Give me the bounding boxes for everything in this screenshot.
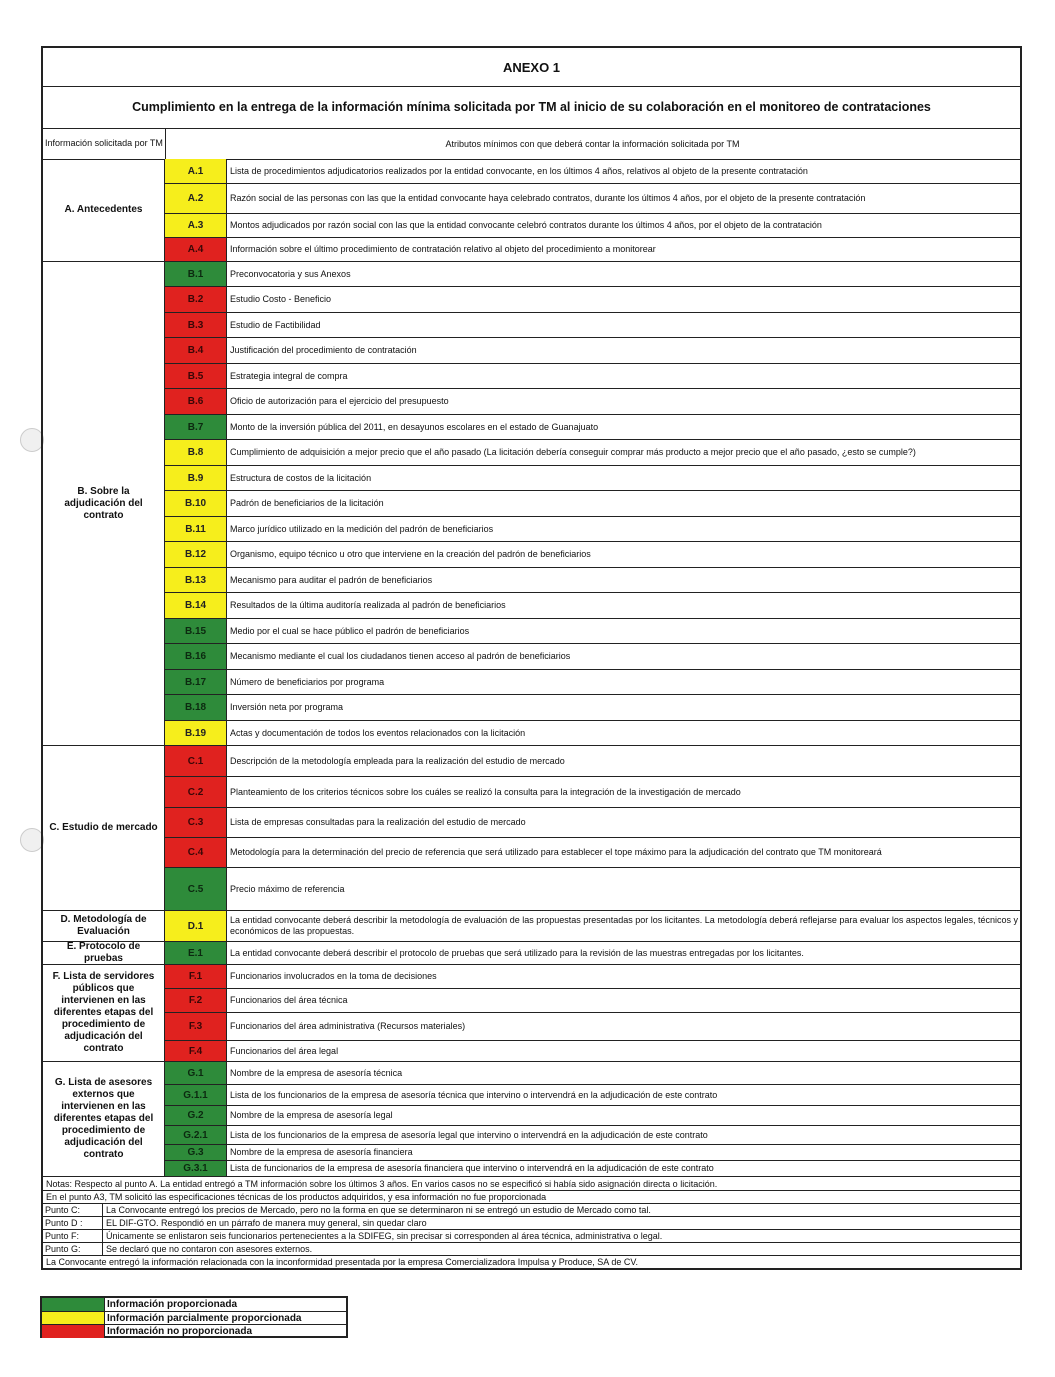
note-text: La Convocante entregó la información relacionada con la inconformidad presentada por la empresa Comercializadora Impulsa y Produce, SA de CV. <box>46 1256 639 1267</box>
attribute-description: Lista de funcionarios de la empresa de asesoría financiera que intervino o intervendrá en la adjudicación de este contrato <box>230 1163 714 1173</box>
attribute-description: Mecanismo mediante el cual los ciudadanos tienen acceso al padrón de beneficiarios <box>230 651 571 661</box>
table-row <box>165 942 1020 965</box>
status-code-cell: D.1 <box>165 911 227 941</box>
status-code-cell: G.3 <box>165 1145 227 1160</box>
table-row <box>165 808 1020 838</box>
table-row <box>165 1062 1020 1085</box>
attribute-description: Lista de los funcionarios de la empresa de asesoría legal que intervino o intervendrá en la adjudicación de este contrato <box>230 1129 708 1140</box>
status-code-cell: A.4 <box>165 238 227 261</box>
status-code-cell: B.16 <box>165 644 227 669</box>
status-code-cell: F.1 <box>165 965 227 988</box>
status-code-cell: B.8 <box>165 440 227 465</box>
status-code-cell: E.1 <box>165 942 227 964</box>
table-row <box>165 1041 1020 1062</box>
table-row <box>165 644 1020 670</box>
note-text: La Convocante entregó los precios de Mercado, pero no la forma en que se determinaron ni se entregó un estudio de Mercado como tal. <box>106 1204 651 1215</box>
note-line <box>43 1229 1020 1243</box>
attribute-description: Medio por el cual se hace público el padrón de beneficiarios <box>230 625 470 636</box>
table-row <box>165 593 1020 619</box>
status-code-cell: B.3 <box>165 313 227 337</box>
note-line <box>43 1242 1020 1256</box>
table-row <box>165 415 1020 440</box>
section-label: G. Lista de asesores externos que intervienen en las diferentes etapas del procedimiento de adjudicación del contrato <box>43 1062 165 1177</box>
status-code-cell: G.2 <box>165 1106 227 1125</box>
attribute-description: Razón social de las personas con las que la entidad convocante haya celebrado contratos, durante los últimos 4 años, por el objeto de la presente contratación <box>230 193 866 203</box>
table-row <box>165 389 1020 415</box>
table-row <box>165 338 1020 364</box>
attribute-description: Preconvocatoria y sus Anexos <box>230 268 351 279</box>
status-code-cell: A.2 <box>165 184 227 213</box>
status-code-cell: B.15 <box>165 619 227 643</box>
attribute-description: Precio máximo de referencia <box>230 883 345 894</box>
status-code-cell: B.19 <box>165 721 227 745</box>
legend <box>40 1296 348 1338</box>
table-row <box>165 238 1020 262</box>
status-code-cell: F.4 <box>165 1041 227 1061</box>
status-code-cell: B.5 <box>165 364 227 388</box>
note-label: Punto C: <box>43 1203 103 1216</box>
status-code-cell: A.1 <box>165 159 227 183</box>
status-code-cell: B.4 <box>165 338 227 363</box>
table-row <box>165 1013 1020 1041</box>
attribute-description: Marco jurídico utilizado en la medición del padrón de beneficiarios <box>230 523 494 534</box>
table-row <box>165 568 1020 593</box>
attribute-description: Montos adjudicados por razón social con las que la entidad convocante celebró contratos durante los últimos 4 años, por el objeto de la contratación <box>230 220 822 230</box>
note-text: Se declaró que no contaron con asesores externos. <box>106 1243 313 1254</box>
legend-swatch-red <box>42 1325 105 1338</box>
table-row <box>165 517 1020 542</box>
status-code-cell: B.1 <box>165 262 227 286</box>
legend-swatch-green <box>42 1298 105 1311</box>
attribute-description: Lista de procedimientos adjudicatorios realizados por la entidad convocante, en los últimos 4 años, relativos al objeto de la presente contratación <box>230 165 808 176</box>
attribute-description: Padrón de beneficiarios de la licitación <box>230 498 384 508</box>
note-text: En el punto A3, TM solicitó las especificaciones técnicas de los productos adquiridos, y esa información no fue proporcionada <box>46 1191 547 1202</box>
section-label: D. Metodología de Evaluación <box>43 911 165 942</box>
notes-block <box>43 1177 1020 1270</box>
status-code-cell: G.1.1 <box>165 1085 227 1105</box>
table-row <box>165 159 1020 184</box>
attribute-description: Organismo, equipo técnico u otro que interviene en la creación del padrón de beneficiarios <box>230 549 591 559</box>
section-label: F. Lista de servidores públicos que intervienen en las diferentes etapas del procedimiento de adjudicación del contrato <box>43 965 165 1062</box>
status-code-cell: F.3 <box>165 1013 227 1040</box>
note-label: Punto F: <box>43 1229 103 1242</box>
status-code-cell: C.4 <box>165 838 227 867</box>
status-code-cell: C.5 <box>165 868 227 910</box>
column-header-attributes: Atributos mínimos con que deberá contar la información solicitada por TM <box>165 128 1020 160</box>
table-row <box>165 542 1020 568</box>
table-row <box>165 777 1020 808</box>
note-text: EL DIF-GTO. Respondió en un párrafo de manera muy general, sin quedar claro <box>106 1217 427 1228</box>
table-row <box>165 989 1020 1013</box>
table-row <box>165 1161 1020 1177</box>
table-row <box>165 670 1020 695</box>
attribute-description: Planteamiento de los criterios técnicos sobre los cuáles se realizó la consulta para la integración de la investigación de mercado <box>230 786 741 797</box>
table-row <box>165 721 1020 746</box>
attribute-description: Número de beneficiarios por programa <box>230 676 385 687</box>
table-row <box>165 965 1020 989</box>
table-row <box>165 440 1020 466</box>
table-row <box>165 262 1020 287</box>
table-row <box>165 214 1020 238</box>
legend-item <box>42 1325 346 1338</box>
status-code-cell: G.3.1 <box>165 1161 227 1176</box>
attribute-description: Nombre de la empresa de asesoría financiera <box>230 1147 413 1157</box>
note-text: Notas: Respecto al punto A. La entidad entregó a TM información sobre los últimos 3 años. En varios casos no se especificó si había sido asignación directa o licitación. <box>46 1178 718 1189</box>
attribute-description: Cumplimiento de adquisición a mejor precio que el año pasado (La licitación debería conseguir comprar más producto a mejor precio que el año pasado, ¿esto se cumple?) <box>230 447 916 457</box>
section-label: A. Antecedentes <box>43 159 165 262</box>
attribute-description: Mecanismo para auditar el padrón de beneficiarios <box>230 574 433 585</box>
table-row <box>165 491 1020 517</box>
attribute-description: Inversión neta por programa <box>230 702 344 712</box>
attribute-description: La entidad convocante deberá describir el protocolo de pruebas que será utilizado para la revisión de las muestras entregadas por los licitantes. <box>230 947 804 958</box>
attribute-description: La entidad convocante deberá describir la metodología de evaluación de las propuestas presentadas por los licitantes. La metodología deberá reflejarse para evaluar los aspectos legales, técnicos y económicos de las propuestas. <box>230 915 1018 936</box>
table-row <box>165 1106 1020 1126</box>
table-row <box>165 184 1020 214</box>
status-code-cell: B.9 <box>165 466 227 490</box>
status-code-cell: B.11 <box>165 517 227 541</box>
legend-label: Información parcialmente proporcionada <box>107 1312 302 1324</box>
table-row <box>165 695 1020 721</box>
table-row <box>165 746 1020 777</box>
table-row <box>165 364 1020 389</box>
attribute-description: Justificación del procedimiento de contratación <box>230 345 417 355</box>
table-row <box>165 1085 1020 1106</box>
status-code-cell: C.1 <box>165 746 227 776</box>
attribute-description: Descripción de la metodología empleada para la realización del estudio de mercado <box>230 755 565 766</box>
note-line <box>43 1203 1020 1217</box>
status-code-cell: B.14 <box>165 593 227 618</box>
section-label: C. Estudio de mercado <box>43 746 165 911</box>
status-code-cell: B.12 <box>165 542 227 567</box>
column-header-requested-info: Información solicitada por TM <box>43 128 166 160</box>
legend-swatch-yellow <box>42 1312 105 1325</box>
table-row <box>165 619 1020 644</box>
attribute-description: Metodología para la determinación del precio de referencia que será utilizado para establecer el tope máximo para la adjudicación del contrato que TM monitoreará <box>230 847 882 857</box>
legend-item <box>42 1298 346 1312</box>
status-code-cell: B.17 <box>165 670 227 694</box>
note-line <box>43 1177 1020 1191</box>
attribute-description: Lista de los funcionarios de la empresa de asesoría técnica que intervino o intervendrá en la adjudicación de este contrato <box>230 1089 718 1100</box>
status-code-cell: C.2 <box>165 777 227 807</box>
attribute-description: Estructura de costos de la licitación <box>230 472 372 483</box>
table-row <box>165 911 1020 942</box>
attribute-description: Funcionarios del área legal <box>230 1045 339 1056</box>
section-label: E. Protocolo de pruebas <box>43 942 165 965</box>
status-code-cell: B.7 <box>165 415 227 439</box>
note-line <box>43 1190 1020 1204</box>
legend-item <box>42 1312 346 1326</box>
table-row <box>165 1126 1020 1145</box>
note-label: Punto D : <box>43 1216 103 1229</box>
note-line <box>43 1255 1020 1268</box>
table-row <box>165 466 1020 491</box>
status-code-cell: B.2 <box>165 287 227 312</box>
table-row <box>165 313 1020 338</box>
page-title: ANEXO 1 <box>43 48 1020 87</box>
status-code-cell: B.10 <box>165 491 227 516</box>
attribute-description: Lista de empresas consultadas para la realización del estudio de mercado <box>230 817 526 827</box>
attribute-description: Nombre de la empresa de asesoría técnica <box>230 1067 403 1078</box>
legend-label: Información proporcionada <box>107 1298 238 1310</box>
attribute-description: Oficio de autorización para el ejercicio del presupuesto <box>230 396 449 406</box>
status-code-cell: B.13 <box>165 568 227 592</box>
table-row <box>165 1145 1020 1161</box>
attribute-description: Funcionarios del área administrativa (Recursos materiales) <box>230 1021 466 1031</box>
table-row <box>165 868 1020 911</box>
attribute-description: Estudio de Factibilidad <box>230 319 321 330</box>
status-code-cell: F.2 <box>165 989 227 1012</box>
note-line <box>43 1216 1020 1230</box>
status-code-cell: G.2.1 <box>165 1126 227 1144</box>
note-label: Punto G: <box>43 1242 103 1255</box>
legend-label: Información no proporcionada <box>107 1326 253 1338</box>
status-code-cell: A.3 <box>165 214 227 237</box>
note-text: Únicamente se enlistaron seis funcionarios pertenecientes a la SDIFEG, sin precisar si corresponden al área técnica, administrativa o legal. <box>106 1230 663 1241</box>
attribute-description: Nombre de la empresa de asesoría legal <box>230 1110 393 1120</box>
attribute-description: Estudio Costo - Beneficio <box>230 294 332 304</box>
section-label: B. Sobre la adjudicación del contrato <box>43 262 165 746</box>
status-code-cell: B.6 <box>165 389 227 414</box>
status-code-cell: B.18 <box>165 695 227 720</box>
annex-table <box>41 46 1022 1270</box>
attribute-description: Información sobre el último procedimiento de contratación relativo al objeto del procedimiento a monitorear <box>230 244 656 254</box>
table-row <box>165 838 1020 868</box>
attribute-description: Funcionarios del área técnica <box>230 995 348 1005</box>
attribute-description: Monto de la inversión pública del 2011, en desayunos escolares en el estado de Guanajuato <box>230 421 599 432</box>
attribute-description: Funcionarios involucrados en la toma de decisiones <box>230 971 437 981</box>
attribute-description: Actas y documentación de todos los eventos relacionados con la licitación <box>230 727 526 738</box>
table-row <box>165 287 1020 313</box>
status-code-cell: C.3 <box>165 808 227 837</box>
attribute-description: Resultados de la última auditoría realizada al padrón de beneficiarios <box>230 600 506 610</box>
status-code-cell: G.1 <box>165 1062 227 1084</box>
table-subtitle: Cumplimiento en la entrega de la información mínima solicitada por TM al inicio de su colaboración en el monitoreo de contrataciones <box>43 86 1020 129</box>
attribute-description: Estrategia integral de compra <box>230 370 348 381</box>
